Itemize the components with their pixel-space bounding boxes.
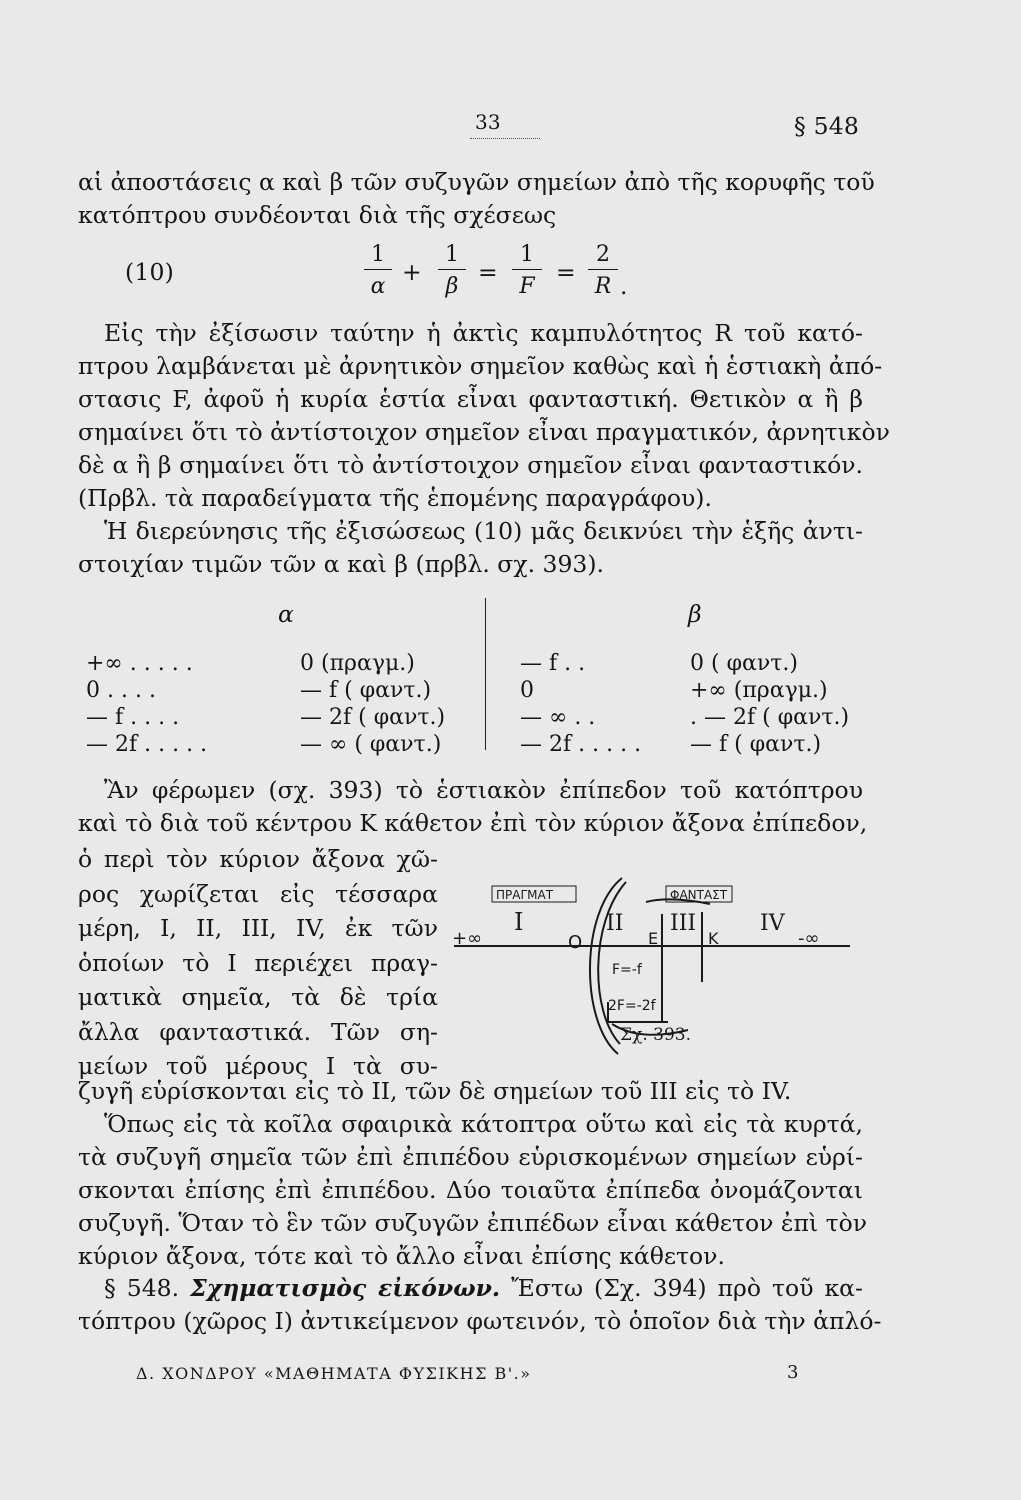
page-number: 33: [475, 110, 501, 134]
paragraph-correspondence: [78, 515, 863, 581]
denominator: F: [519, 274, 535, 299]
table-head-alpha: α: [278, 600, 295, 628]
section-heading-line: [78, 1272, 863, 1305]
focal-length-label: F=-f: [612, 962, 642, 978]
table-cell: 0 (πραγμ.): [300, 651, 415, 676]
table-right-beta: [690, 650, 849, 758]
table-cell: — f . . . .: [86, 705, 180, 730]
table-cell: — ∞ ( φαντ.): [300, 732, 442, 757]
table-cell: — 2f ( φαντ.): [300, 705, 446, 730]
table-cell: +∞ (πραγμ.): [690, 678, 828, 703]
equals-sign: =: [556, 258, 576, 286]
region-3-label: III: [670, 911, 697, 936]
text-line: ματικὰ σημεῖα, τὰ δὲ τρία: [78, 983, 438, 1011]
text-line: στοιχίαν τιμῶν τῶν α καὶ β (πρβλ. σχ. 393).: [78, 550, 605, 578]
numerator: 1: [438, 242, 466, 270]
figure-caption: Σχ. 393.: [620, 1025, 691, 1045]
intro-paragraph: [78, 166, 875, 232]
text-line: καὶ τὸ διὰ τοῦ κέντρου Κ κάθετον ἐπὶ τὸν κύριον ἄξονα ἐπίπεδον,: [78, 809, 868, 837]
text-line: Ἡ διερεύνησις τῆς ἐξισώσεως (10) μᾶς δεικνύει τὴν ἑξῆς ἀντι-: [104, 517, 863, 545]
denominator: α: [370, 274, 386, 299]
equals-sign: =: [478, 258, 498, 286]
table-cell: — ∞ . .: [520, 705, 596, 730]
text-line: μέρη, I, II, III, IV, ἐκ τῶν: [78, 914, 438, 942]
table-cell: +∞ . . . . .: [86, 651, 193, 676]
focus-label: E: [648, 929, 659, 948]
table-right-alpha: [520, 650, 641, 758]
text-line: ζυγῆ εὑρίσκονται εἰς τὸ II, τῶν δὲ σημείων τοῦ III εἰς τὸ IV.: [78, 1077, 792, 1105]
text-line: κύριον ἄξονα, τότε καὶ τὸ ἄλλο εἶναι ἐπίσης κάθετον.: [78, 1242, 725, 1270]
table-cell: 0 . . . .: [86, 678, 156, 703]
table-left-beta: [300, 650, 445, 758]
text-line: ὁ περὶ τὸν κύριον ἄξονα χῶ-: [78, 845, 438, 873]
region-2-label: II: [606, 911, 624, 936]
equation-number: (10): [125, 258, 175, 286]
region-4-label: IV: [760, 911, 785, 936]
text-line: κατόπτρου συνδέονται διὰ τῆς σχέσεως: [78, 201, 557, 229]
radius-label: 2F=-2f: [608, 998, 656, 1014]
text-line: τόπτρου (χῶρος I) ἀντικείμενον φωτεινόν, τὸ ὁποῖον διὰ τὴν ἁπλό-: [78, 1307, 882, 1335]
numerator: 1: [512, 242, 542, 270]
region-1-label: I: [514, 908, 524, 936]
text-line: συζυγῆ. Ὅταν τὸ ἓν τῶν συζυγῶν ἐπιπέδων εἶναι κάθετον ἐπὶ τὸν: [78, 1209, 868, 1237]
table-head-beta: β: [688, 600, 702, 628]
equation-end: .: [620, 272, 628, 300]
text-line: Ἂν φέρωμεν (σχ. 393) τὸ ἑστιακὸν ἐπίπεδον τοῦ κατόπτρου: [104, 776, 863, 804]
text-line: σημαίνει ὅτι τὸ ἀντίστοιχον σημεῖον εἶναι πραγματικόν, ἀρνητικὸν: [78, 418, 890, 446]
vertex-label: O: [568, 932, 583, 953]
denominator: R: [594, 274, 612, 299]
text-line: ρος χωρίζεται εἰς τέσσαρα: [78, 879, 438, 908]
table-cell: . — 2f ( φαντ.): [690, 705, 850, 730]
real-label: ΠΡΑΓΜΑΤ: [496, 888, 554, 902]
fraction-1-f: [512, 242, 542, 299]
paragraph-conjugate-planes: [78, 1108, 868, 1273]
minus-infinity-label: -∞: [798, 928, 820, 949]
table-cell: — 2f . . . . .: [86, 732, 208, 757]
text-line: δὲ α ἢ β σημαίνει ὅτι τὸ ἀντίστοιχον σημεῖον εἶναι φανταστικόν.: [78, 451, 863, 479]
text-line: ὁποίων τὸ I περιέχει πραγ-: [78, 948, 438, 977]
header-rule: [470, 138, 540, 139]
text-line: μείων τοῦ μέρους I τὰ συ-: [78, 1052, 438, 1080]
numerator: 2: [588, 242, 618, 270]
footer-signature: 3: [787, 1362, 800, 1383]
fraction-2-r: [588, 242, 618, 299]
text-line: τὰ συζυγῆ σημεῖα τῶν ἐπὶ ἐπιπέδου εὑρισκομένων σημείων εὑρί-: [78, 1143, 863, 1171]
text-line: Εἰς τὴν ἐξίσωσιν ταύτην ἡ ἀκτὶς καμπυλότητος R τοῦ κατό-: [104, 319, 863, 347]
text-line: Ὅπως εἰς τὰ κοῖλα σφαιρικὰ κάτοπτρα οὕτω καὶ εἰς τὰ κυρτά,: [104, 1110, 863, 1138]
section-548: [78, 1272, 882, 1338]
section-text: Ἔστω (Σχ. 394) πρὸ τοῦ κα-: [511, 1274, 863, 1302]
plus-infinity-label: +∞: [452, 928, 483, 949]
plus-sign: +: [402, 258, 422, 286]
table-cell: — f ( φαντ.): [690, 732, 822, 757]
table-cell: — f ( φαντ.): [300, 678, 432, 703]
denominator: β: [445, 274, 459, 299]
text-line: σκονται ἐπίσης ἐπὶ ἐπιπέδου. Δύο τοιαῦτα ἐπίπεδα ὀνομάζονται: [78, 1176, 863, 1204]
virtual-label: ΦΑΝΤΑΣΤ: [670, 888, 728, 902]
paragraph-regions: [78, 774, 868, 840]
section-reference: § 548: [794, 112, 860, 140]
footer-credit: Δ. ΧΟΝΔΡΟΥ «ΜΑΘΗΜΑΤΑ ΦΥΣΙΚΗΣ Β'.»: [136, 1364, 532, 1383]
text-line: στασις F, ἀφοῦ ἡ κυρία ἑστία εἶναι φανταστική. Θετικὸν α ἢ β: [78, 385, 863, 413]
text-line: (Πρβλ. τὰ παραδείγματα τῆς ἑπομένης παραγράφου).: [78, 484, 712, 512]
table-cell: — 2f . . . . .: [520, 732, 642, 757]
table-cell: 0: [520, 678, 534, 703]
section-number: § 548.: [104, 1274, 180, 1302]
fraction-1-alpha: [364, 242, 392, 299]
paragraph-sign-convention: [78, 317, 890, 515]
text-line: αἱ ἀποστάσεις α καὶ β τῶν συζυγῶν σημείων ἀπὸ τῆς κορυφῆς τοῦ: [78, 168, 875, 196]
figure-393: [440, 872, 860, 1082]
table-divider: [485, 598, 486, 750]
table-cell: 0 ( φαντ.): [690, 651, 798, 676]
text-line: πτρου λαμβάνεται μὲ ἀρνητικὸν σημεῖον καθὼς καὶ ἡ ἑστιακὴ ἀπό-: [78, 352, 883, 380]
table-cell: — f . .: [520, 651, 586, 676]
section-title: Σχηματισμὸς εἰκόνων.: [190, 1274, 501, 1302]
table-left-alpha: [86, 650, 207, 758]
text-line: ἄλλα φανταστικά. Τῶν ση-: [78, 1017, 438, 1046]
numerator: 1: [364, 242, 392, 270]
center-label: K: [708, 929, 719, 948]
fraction-1-beta: [438, 242, 466, 299]
paragraph-regions-narrow: [78, 842, 438, 1084]
